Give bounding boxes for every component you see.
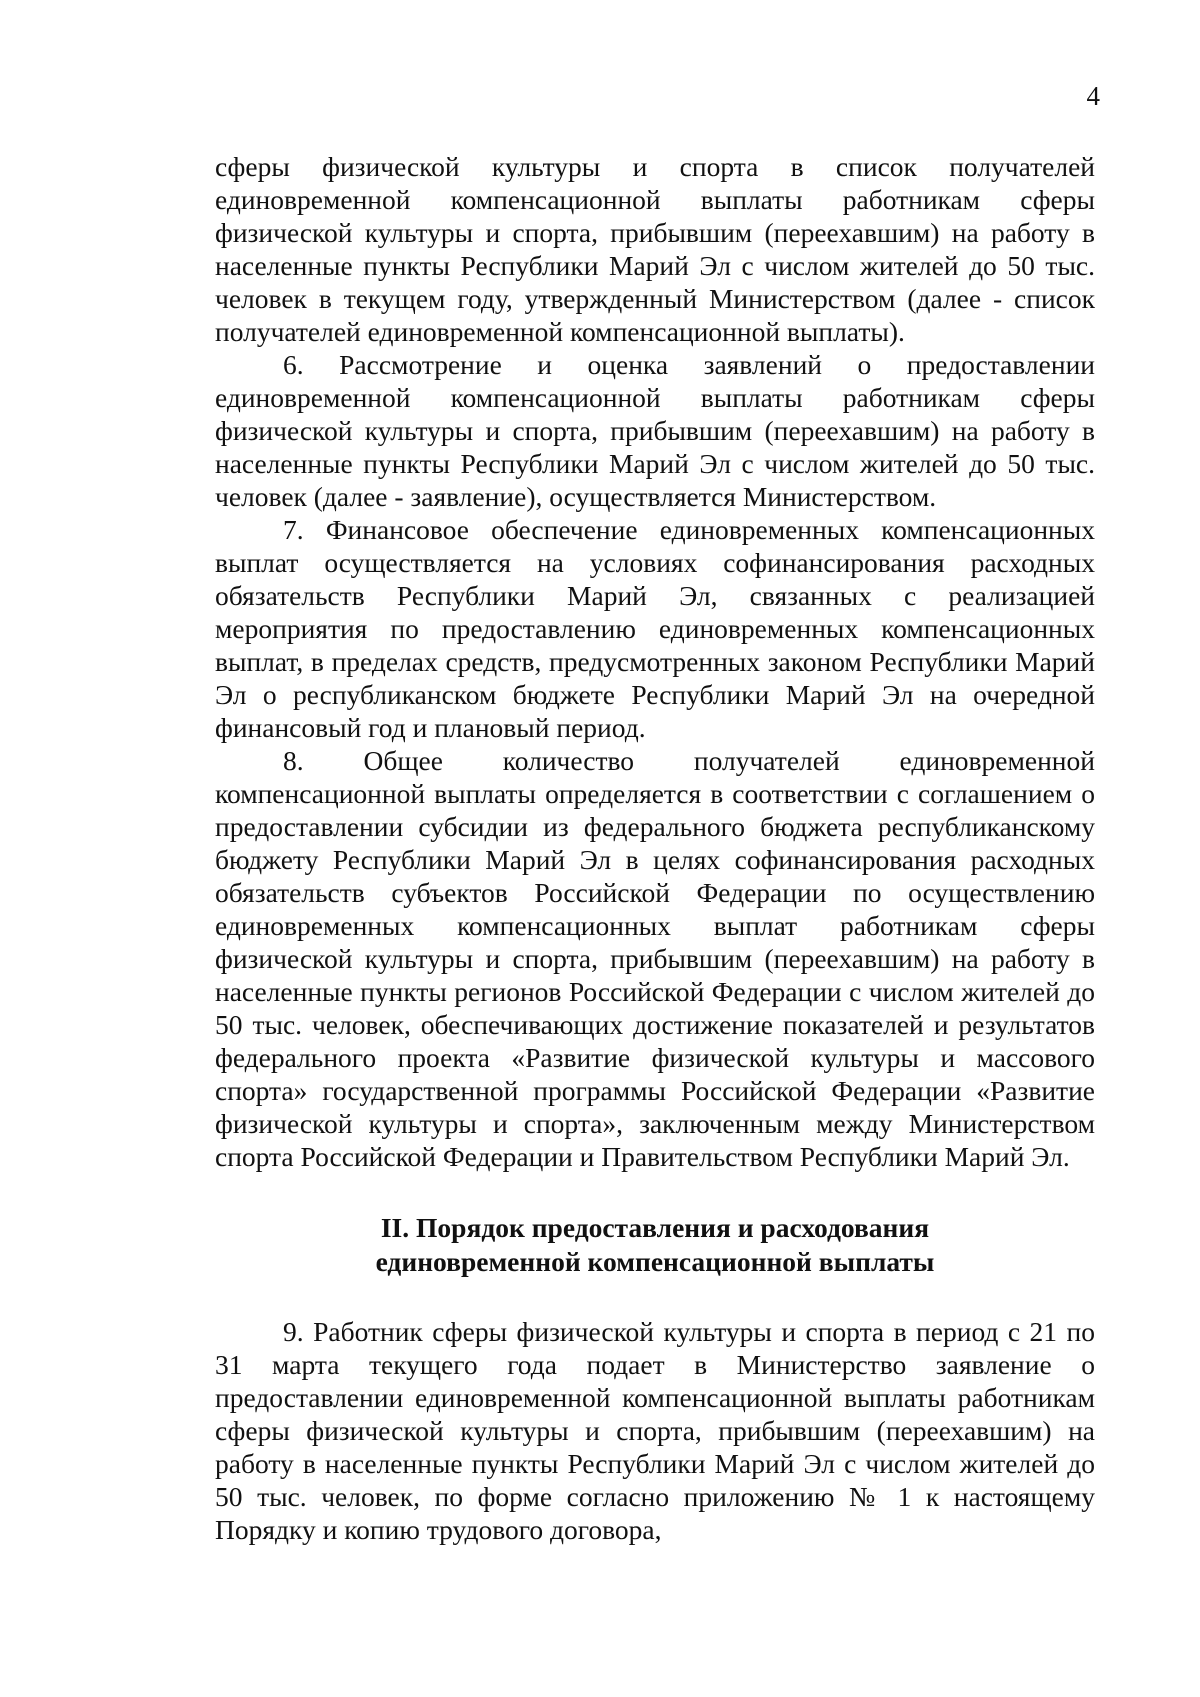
- paragraph-6: 6. Рассмотрение и оценка заявлений о предоставлении единовременной компенсационной выплаты работникам сферы физической культуры и спорта, прибывшим (переехавшим) на работу в населенные пункты Республики Марий Эл с числом жителей до 50 тыс. человек (далее - заявление), осуществляется Министерством.: [215, 349, 1095, 512]
- paragraph-9: 9. Работник сферы физической культуры и спорта в период с 21 по 31 марта текущего года подает в Министерство заявление о предоставлении единовременной компенсационной выплаты работникам сферы физической культуры и спорта, прибывшим (переехавшим) на работу в населенные пункты Республики Марий Эл с числом жителей до 50 тыс. человек, по форме согласно приложению № 1 к настоящему Порядку и копию трудового договора,: [215, 1316, 1095, 1545]
- document-body: [215, 150, 1095, 1546]
- section-heading: [215, 1211, 1095, 1279]
- section-heading-line-1: II. Порядок предоставления и расходования: [380, 1212, 930, 1243]
- section-heading-line-2: единовременной компенсационной выплаты: [375, 1246, 935, 1277]
- paragraph-7: 7. Финансовое обеспечение единовременных компенсационных выплат осуществляется на условиях софинансирования расходных обязательств Республики Марий Эл, связанных с реализацией мероприятия по предоставлению единовременных компенсационных выплат, в пределах средств, предусмотренных законом Республики Марий Эл о республиканском бюджете Республики Марий Эл на очередной финансовый год и плановый период.: [215, 514, 1095, 743]
- paragraph-8: 8. Общее количество получателей единовременной компенсационной выплаты определяется в соответствии с соглашением о предоставлении субсидии из федерального бюджета республиканскому бюджету Республики Марий Эл в целях софинансирования расходных обязательств субъектов Российской Федерации по осуществлению единовременных компенсационных выплат работникам сферы физической культуры и спорта, прибывшим (переехавшим) на работу в населенные пункты регионов Российской Федерации с числом жителей до 50 тыс. человек, обеспечивающих достижение показателей и результатов федерального проекта «Развитие физической культуры и массового спорта» государственной программы Российской Федерации «Развитие физической культуры и спорта», заключенным между Министерством спорта Российской Федерации и Правительством Республики Марий Эл.: [215, 745, 1095, 1172]
- page-number: 4: [1086, 81, 1100, 111]
- paragraph-continuation: сферы физической культуры и спорта в список получателей единовременной компенсационной выплаты работникам сферы физической культуры и спорта, прибывшим (переехавшим) на работу в населенные пункты Республики Марий Эл с числом жителей до 50 тыс. человек в текущем году, утвержденный Министерством (далее - список получателей единовременной компенсационной выплаты).: [215, 151, 1095, 347]
